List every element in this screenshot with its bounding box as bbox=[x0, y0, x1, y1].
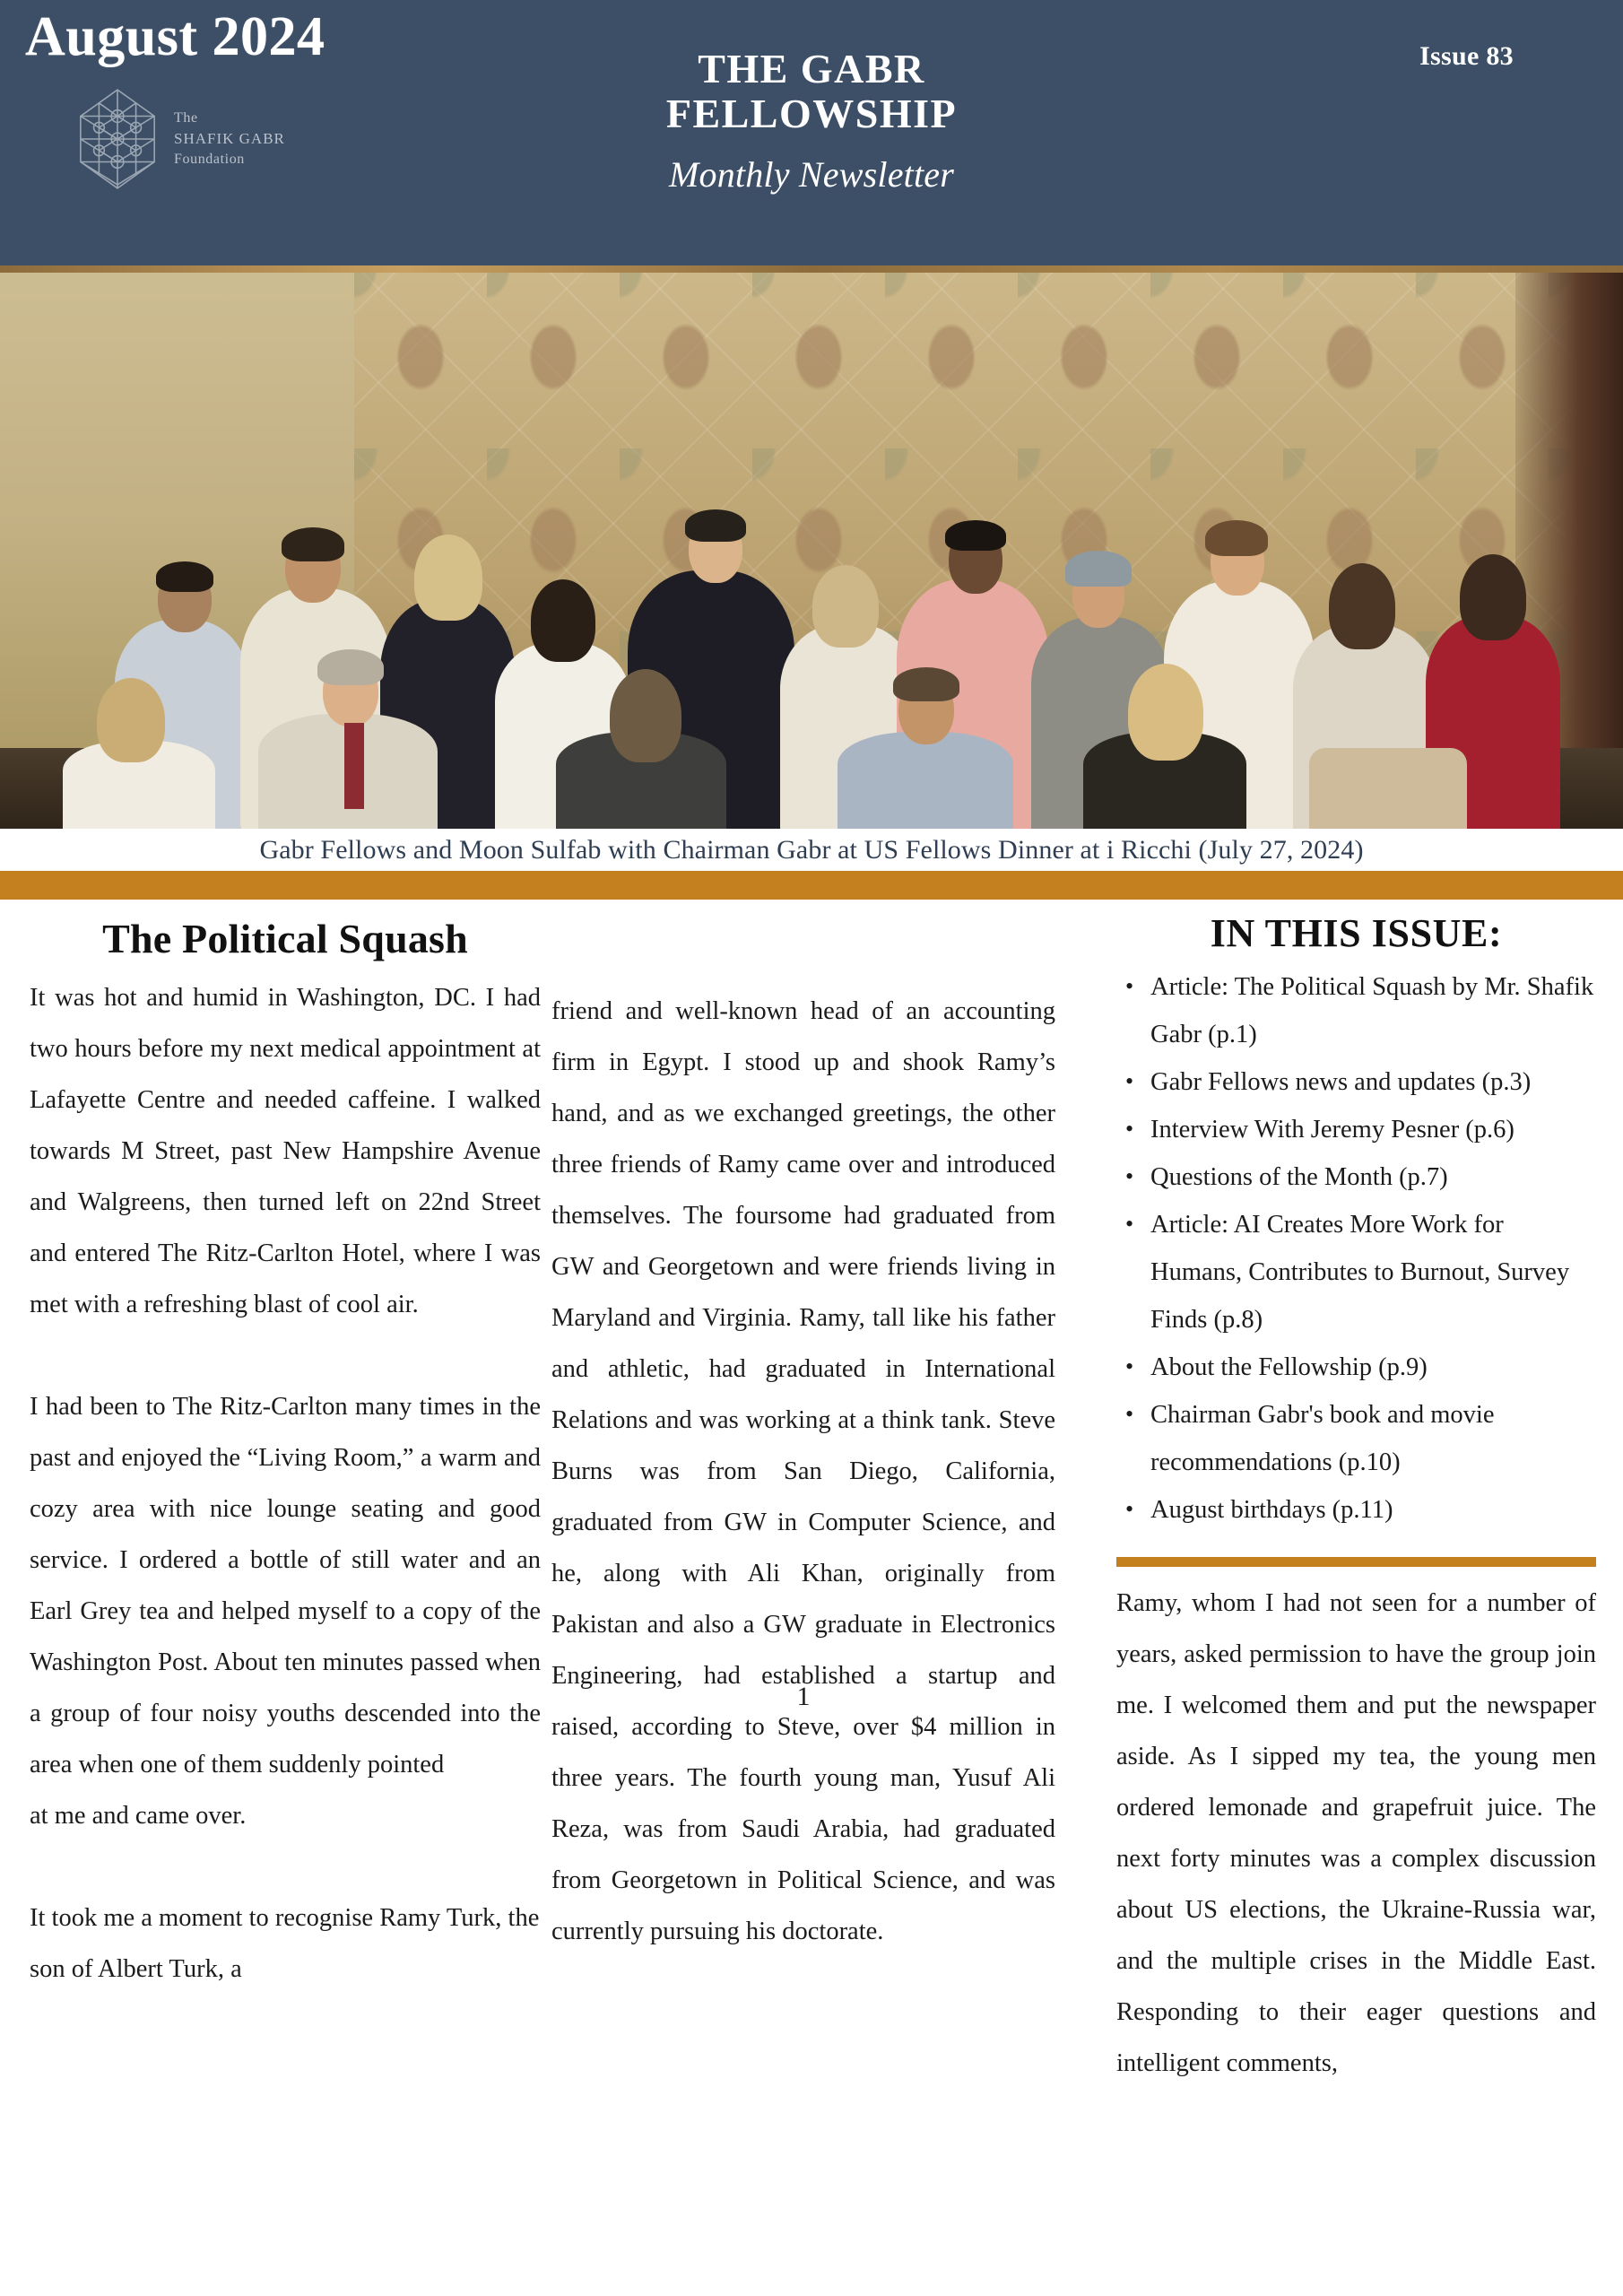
gold-divider-bar bbox=[0, 871, 1623, 900]
photo-person-hair bbox=[1329, 563, 1395, 649]
publication-title-line1: THE GABR bbox=[698, 46, 925, 91]
photo-person-hair bbox=[317, 649, 384, 685]
photo-person-hair bbox=[531, 579, 595, 662]
list-item[interactable]: • Interview With Jeremy Pesner (p.6) bbox=[1116, 1106, 1596, 1153]
article-paragraph: It took me a moment to recognise Ramy Turk, the son of Albert Turk, a bbox=[30, 1903, 540, 1983]
list-item[interactable]: • About the Fellowship (p.9) bbox=[1116, 1344, 1596, 1391]
logo-line-foundation: Foundation bbox=[174, 151, 245, 167]
article-column-middle bbox=[551, 986, 1055, 1957]
photo-top-trim bbox=[0, 265, 1623, 273]
photo-person-hair bbox=[97, 678, 165, 762]
photo-person-hair bbox=[1065, 551, 1132, 587]
publication-title-line2: FELLOWSHIP bbox=[665, 90, 958, 136]
group-photo-image bbox=[0, 265, 1623, 829]
article-title: The Political Squash bbox=[102, 916, 468, 961]
photo-person bbox=[838, 732, 1013, 829]
list-item[interactable]: • Article: The Political Squash by Mr. Shafik Gabr (p.1) bbox=[1116, 963, 1596, 1058]
issue-date: August 2024 bbox=[25, 6, 325, 67]
photo-person-hair bbox=[893, 667, 959, 701]
masthead-center bbox=[0, 47, 1623, 196]
photo-bag bbox=[1309, 748, 1467, 829]
list-item[interactable]: • Gabr Fellows news and updates (p.3) bbox=[1116, 1058, 1596, 1106]
photo-person-hair bbox=[1460, 554, 1526, 640]
list-item[interactable]: • Questions of the Month (p.7) bbox=[1116, 1153, 1596, 1201]
photo-person-tie bbox=[344, 723, 364, 809]
in-this-issue-heading: IN THIS ISSUE: bbox=[1210, 911, 1503, 955]
photo-person-hair bbox=[685, 509, 746, 542]
list-item[interactable]: • August birthdays (p.11) bbox=[1116, 1486, 1596, 1534]
article-body bbox=[0, 900, 1623, 2077]
photo-person-hair bbox=[1128, 664, 1203, 761]
gold-divider-rule bbox=[1116, 1557, 1596, 1567]
photo-person-hair bbox=[610, 669, 681, 762]
logo-line-the: The bbox=[174, 110, 198, 126]
list-item[interactable]: • Article: AI Creates More Work for Humans, Contributes to Burnout, Survey Finds (p.8) bbox=[1116, 1201, 1596, 1344]
photo-person-hair bbox=[414, 535, 482, 621]
photo-caption: Gabr Fellows and Moon Sulfab with Chairman Gabr at US Fellows Dinner at i Ricchi (July 27, 2024) bbox=[0, 829, 1623, 871]
masthead bbox=[0, 0, 1623, 265]
publication-title bbox=[601, 47, 1022, 135]
issue-number: Issue 83 bbox=[1419, 41, 1514, 71]
article-column-left bbox=[30, 916, 541, 1995]
article-paragraph: friend and well-known head of an accounting firm in Egypt. I stood up and shook Ramy’s hand, and as we exchanged greetings, the other three friends of Ramy came over and introduced themselves. The foursome had graduated from GW and Georgetown and were friends living in Maryland and Virginia. Ramy, tall like his father and athletic, had graduated in International Relations and was working at a think tank. Steve Burns was from San Diego, California, graduated from GW in Computer Science, and he, along with Ali Khan, originally from Pakistan and also a GW graduate in Electronics Engineering, had established a startup and raised, according to Steve, over $4 million in three years. The fourth young man, Yusuf Ali Reza, was from Saudi Arabia, had graduated from Georgetown in Political Science, and was currently pursuing his doctorate. bbox=[551, 997, 1055, 1945]
article-paragraph: Ramy, whom I had not seen for a number of years, asked permission to have the group join me. I welcomed them and put the newspaper aside. As I sipped my tea, the young men ordered lemonade and grapefruit juice. The next forty minutes was a complex discussion about US elections, the Ukraine-Russia war, and the multiple crises in the Middle East. Responding to their eager questions and intelligent comments, bbox=[1116, 1589, 1596, 2077]
article-paragraph: at me and came over. bbox=[30, 1801, 247, 1830]
photo-person-hair bbox=[945, 520, 1006, 551]
hero-photo-section bbox=[0, 265, 1623, 829]
photo-person-hair bbox=[156, 561, 213, 592]
list-item[interactable]: • Chairman Gabr's book and movie recommendations (p.10) bbox=[1116, 1391, 1596, 1486]
article-paragraph: I had been to The Ritz-Carlton many times in the past and enjoyed the “Living Room,” a warm and cozy area with nice lounge seating and good service. I ordered a bottle of still water and an Earl Grey tea and helped myself to a copy of the Washington Post. About ten minutes passed when a group of four noisy youths descended into the area when one of them suddenly pointed bbox=[30, 1392, 541, 1779]
photo-person-hair bbox=[1205, 520, 1268, 556]
logo-line-name: SHAFIK GABR bbox=[174, 130, 285, 148]
photo-person-hair bbox=[812, 565, 879, 648]
publication-subtitle: Monthly Newsletter bbox=[669, 154, 954, 196]
in-this-issue-column bbox=[1116, 910, 1596, 2089]
photo-person-hair bbox=[282, 527, 344, 561]
page-number: 1 bbox=[796, 1682, 811, 1711]
article-paragraph: It was hot and humid in Washington, DC. I had two hours before my next medical appointment at Lafayette Centre and needed caffeine. I walked towards M Street, past New Hampshire Avenue and Walgreens, then turned left on 22nd Street and entered The Ritz-Carlton Hotel, where I was met with a refreshing blast of cool air. bbox=[30, 983, 541, 1318]
in-this-issue-list bbox=[1116, 963, 1596, 1534]
